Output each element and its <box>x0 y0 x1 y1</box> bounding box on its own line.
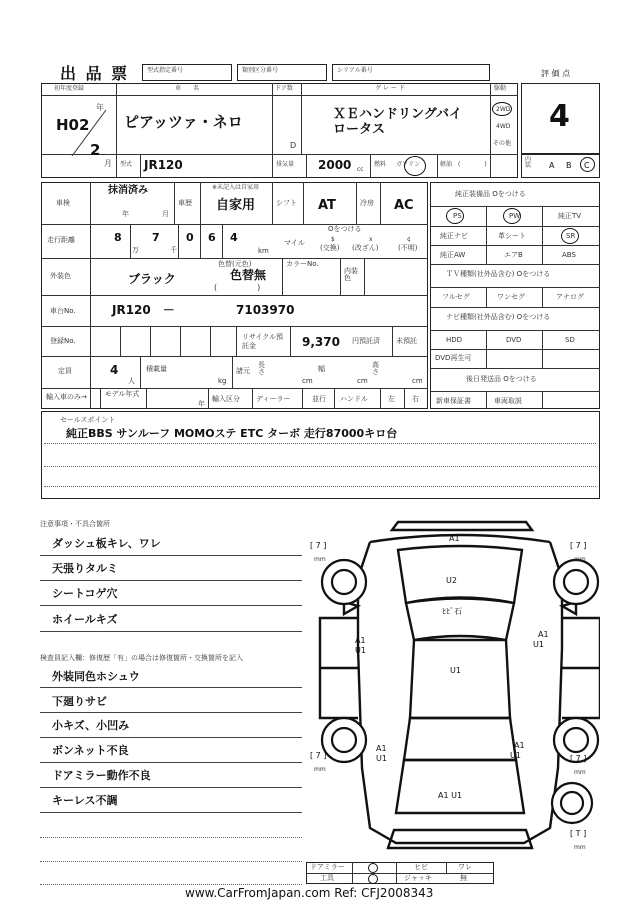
shaken-label: 車検 <box>56 199 70 207</box>
import-label: 輸入車のみ→ <box>46 393 87 401</box>
equip-sr: SR <box>566 232 576 240</box>
damage-code-right-rear-a: A1 <box>514 741 525 750</box>
tread-spare: [ T ] <box>570 829 587 838</box>
fuel-label: 燃料 <box>374 161 387 168</box>
damage-code-roof: U1 <box>450 666 461 675</box>
tread-rear-left: [ 7 ] <box>310 751 327 760</box>
mileage-digit-2: 7 <box>152 231 160 244</box>
interior-color-label: 内装色 <box>344 267 358 282</box>
equip-tv: 純正TV <box>558 212 582 220</box>
mileage-label: 走行距離 <box>47 236 75 244</box>
import-parallel: 並行 <box>312 395 326 403</box>
sheet-title: 出 品 票 <box>60 64 130 83</box>
damage-code-right-rear-u: U1 <box>510 751 521 760</box>
handle-left: 左 <box>388 395 395 403</box>
dims-label: 諸元 <box>236 367 250 375</box>
mileage-digit-5: 4 <box>230 231 238 244</box>
fuel-gasoline: ガソリン <box>396 161 421 168</box>
inspector-label: 検査員記入欄：修復歴「有」の場合は修復箇所・交換箇所を記入 <box>40 654 243 662</box>
tread-rear-left-mm: mm <box>314 766 326 773</box>
tread-front-left-mm: mm <box>314 556 326 563</box>
grade-line1: ＸＥハンドリングバイ <box>333 107 462 122</box>
damage-code-rear-bumper: A1 U1 <box>438 791 463 800</box>
serial-label: シリアル番号 <box>337 67 373 74</box>
shift-value: AT <box>318 198 336 213</box>
mileage-man: 万 <box>132 246 139 254</box>
fumei-symbol: ¢ <box>407 236 411 243</box>
acc-tool: 工具 <box>320 874 334 882</box>
kaizan-symbol: x <box>369 236 373 243</box>
inspector-item-4: ボンネット不良 <box>52 744 129 757</box>
tread-front-right-mm: mm <box>574 556 586 563</box>
recycle-value: 9,370 <box>302 335 340 349</box>
grade-label: グ レ ー ド <box>375 85 405 92</box>
tread-front-left: [ 7 ] <box>310 541 327 550</box>
navi-title: ナビ種類(社外品含む) Oをつける <box>446 313 551 321</box>
doors-code: D <box>290 141 297 150</box>
acc-jack: ジャッキ <box>404 874 432 882</box>
repaint-label: 色替(元色) <box>218 260 252 268</box>
damage-code-hood: U2 <box>446 576 457 585</box>
first-reg-month: 2 <box>90 141 101 159</box>
reg-slash <box>66 108 112 160</box>
navi-dvd: DVD <box>506 336 522 344</box>
import-dealer: ディーラー <box>256 395 291 403</box>
cc-unit: cc <box>357 166 364 173</box>
first-reg-month-unit: 月 <box>104 159 112 168</box>
car-name: ピアッツァ・ネロ <box>124 113 243 131</box>
serial-box <box>332 64 490 81</box>
repaint-paren: ( ) <box>214 283 261 292</box>
exterior-label: 外装色 <box>50 272 71 280</box>
dims-height: 高さ <box>372 361 379 376</box>
model-label: 型式 <box>120 161 133 168</box>
class-no-box <box>237 64 327 81</box>
interior-c: C <box>584 161 590 170</box>
damage-code-left-front-a: A1 <box>355 636 366 645</box>
acc-mirror-circle <box>368 863 378 873</box>
grade-line2: ロータス <box>333 122 386 137</box>
capacity-unit: 人 <box>128 377 135 385</box>
shaken-year-unit: 年 <box>122 210 129 218</box>
first-reg-year-unit: 年 <box>96 103 104 112</box>
inspector-item-2: 下廻りサビ <box>52 695 107 708</box>
note-item-4: ホイールキズ <box>52 613 118 626</box>
damage-code-left-rear-u: U1 <box>376 754 387 763</box>
tread-rear-right-mm: mm <box>574 769 586 776</box>
drive-2wd: 2WD <box>496 106 511 113</box>
recycle-not-deposited: 未預託 <box>396 337 417 345</box>
shift-label: シフト <box>276 199 297 207</box>
repaint-value: 色替無 <box>230 268 267 282</box>
car-name-label: 車 名 <box>175 85 200 92</box>
mileage-digit-4: 6 <box>208 231 216 244</box>
damage-code-left-front-u: U1 <box>355 646 366 655</box>
equip-ps: PS <box>453 212 462 220</box>
interior-b: B <box>566 161 572 170</box>
koukan-symbol: $ <box>331 236 335 243</box>
docs-warranty: 新車保証書 <box>436 397 471 405</box>
tv-oneseg: ワンセグ <box>497 293 525 301</box>
kaizan-label: (改ざん) <box>352 244 379 252</box>
inspector-item-6: キーレス不調 <box>52 794 118 807</box>
registration-label: 登録No. <box>50 337 76 345</box>
drive-4wd: 4WD <box>496 123 511 130</box>
car-damage-diagram <box>300 508 600 883</box>
first-reg-era: H02 <box>56 116 90 134</box>
equip-navi: 純正ナビ <box>440 232 468 240</box>
koukan-label: (交換) <box>320 244 340 252</box>
mileage-circle-note: Oをつける <box>328 225 362 233</box>
fumei-label: (不明) <box>398 244 418 252</box>
class-no-label: 類別区分番号 <box>242 67 279 74</box>
tv-analog: アナログ <box>556 293 584 301</box>
equip-aw: 純正AW <box>440 251 466 259</box>
note-item-1: ダッシュ板キレ、ワレ <box>52 537 161 550</box>
equip-sr-circle <box>561 228 579 244</box>
tread-front-right: [ 7 ] <box>570 541 587 550</box>
model-year-label: モデル年式 <box>104 390 140 398</box>
model-value: JR120 <box>144 158 183 172</box>
drive-other: その他 <box>493 140 512 147</box>
mileage-digit-3: 0 <box>186 231 194 244</box>
fuel-gasoline-circle <box>404 156 426 176</box>
acc-door-mirror: ドアミラー <box>310 863 345 871</box>
shaken-month-unit: 月 <box>162 210 169 218</box>
note-item-2: 天張りタルミ <box>52 562 118 575</box>
docs-title: 後日発送品 Oをつける <box>466 375 537 383</box>
navi-hdd: HDD <box>446 336 463 344</box>
import-class-label: 輸入区分 <box>212 395 240 403</box>
notes-label: 注意事項・不具合箇所 <box>40 520 110 528</box>
damage-code-windshield: ﾋﾋﾞ石 <box>442 607 462 616</box>
recycle-deposited: 円預託済 <box>352 337 380 345</box>
chassis-prefix: JR120 － <box>112 303 175 317</box>
load-label: 積載量 <box>146 365 167 373</box>
sales-point-text: 純正BBS サンルーフ MOMOステ ETC ターボ 走行87000キロ台 <box>66 427 398 440</box>
handle-label: ハンドル <box>340 395 368 403</box>
mileage-digit-1: 8 <box>114 231 122 244</box>
inspector-item-3: 小キズ、小凹み <box>52 719 130 732</box>
aircon-value: AC <box>394 198 414 213</box>
dims-length: 長さ <box>258 361 265 376</box>
shaken-value: 抹消済み <box>108 185 148 196</box>
damage-code-left-rear-a: A1 <box>376 744 387 753</box>
inspector-item-1: 外装同色ホシュウ <box>52 670 140 683</box>
capacity-value: 4 <box>110 363 119 377</box>
displacement-value: 2000 <box>318 158 352 172</box>
aircon-label: 冷房 <box>360 199 374 207</box>
navi-sd: SD <box>565 336 575 344</box>
mileage-mile: マイル <box>284 239 305 247</box>
equip-ps-circle <box>446 208 464 224</box>
model-year-unit: 年 <box>198 400 205 408</box>
dims-width-cm: cm <box>357 377 368 385</box>
acc-hibi: ヒビ <box>414 863 428 871</box>
dims-height-cm: cm <box>412 377 423 385</box>
note-item-3: シートコゲ穴 <box>52 587 118 600</box>
footer-source: www.CarFromJapan.com Ref: CFJ2008343 <box>185 886 434 900</box>
tv-title: ＴＶ種類(社外品含む) Oをつける <box>446 270 551 278</box>
inspector-item-5: ドアミラー動作不良 <box>52 769 151 782</box>
sales-point-label: セールスポイント <box>60 416 116 424</box>
color-no-label: カラーNo. <box>286 260 319 268</box>
usage-note: ※未記入は自家用 <box>212 184 260 191</box>
equip-airbag: エアB <box>504 251 523 259</box>
usage-label: 車歴 <box>178 199 192 207</box>
chassis-label: 車台No. <box>50 307 76 315</box>
model-no-box <box>142 64 232 81</box>
doors-label: ドア数 <box>275 85 293 92</box>
chassis-number: 7103970 <box>236 303 295 317</box>
score-label: 評 価 点 <box>541 69 571 78</box>
docs-manual: 車両取説 <box>494 397 522 405</box>
interior-label: 内装 <box>525 156 532 169</box>
drive-2wd-circle <box>492 102 512 116</box>
damage-code-front-bumper: A1 <box>449 534 460 543</box>
exterior-value: ブラック <box>128 272 176 286</box>
equip-abs: ABS <box>562 251 576 259</box>
handle-right: 右 <box>412 395 419 403</box>
acc-none: 無 <box>460 874 467 882</box>
first-reg-label: 初年度登録 <box>54 85 85 92</box>
damage-code-right-front-u: U1 <box>533 640 544 649</box>
interior-a: A <box>549 161 555 170</box>
acc-tool-circle <box>368 874 378 884</box>
dims-width: 幅 <box>318 365 325 373</box>
mileage-sen: 千 <box>170 246 177 254</box>
equip-pw: PW <box>509 212 521 220</box>
dvd-playback: DVD再生可 <box>435 354 472 362</box>
damage-code-right-front-a: A1 <box>538 630 549 639</box>
model-no-label: 型式指定番号 <box>147 67 184 74</box>
score-value: 4 <box>549 99 570 134</box>
tv-fullseg: フルセグ <box>442 293 470 301</box>
equip-pw-circle <box>503 208 521 224</box>
tread-spare-mm: mm <box>574 844 586 851</box>
fuel-diesel: 軽油 <box>440 161 453 168</box>
interior-c-circle <box>580 157 595 172</box>
equipment-title: 純正装備品 Oをつける <box>455 190 526 198</box>
load-unit: kg <box>218 377 227 385</box>
drive-label: 駆動 <box>494 85 507 92</box>
capacity-label: 定員 <box>58 367 72 375</box>
equip-leather: 革シート <box>498 232 526 240</box>
displacement-label: 排気量 <box>276 161 295 168</box>
usage-value: 自家用 <box>216 198 256 213</box>
recycle-label: リサイクル預託金 <box>242 333 284 350</box>
mileage-km: km <box>258 247 269 255</box>
dims-length-cm: cm <box>302 377 313 385</box>
fuel-paren: ( ) <box>458 161 487 168</box>
acc-ware: ワレ <box>458 863 472 871</box>
tread-rear-right: [ 7 ] <box>570 754 587 763</box>
